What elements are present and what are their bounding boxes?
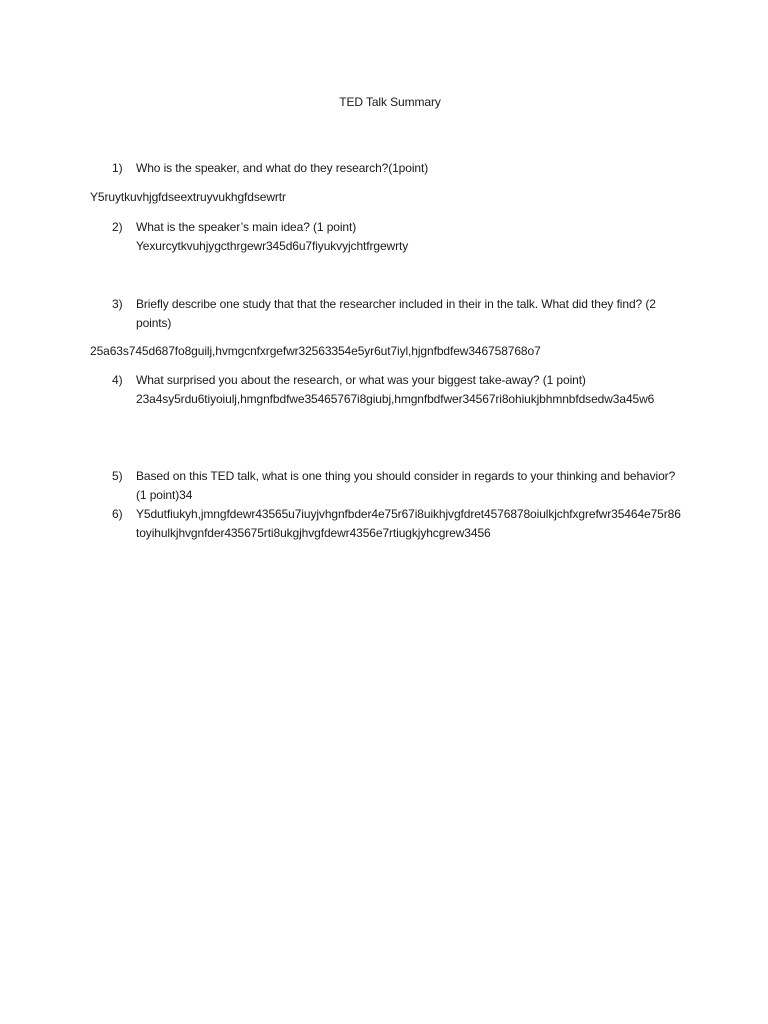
question-3 (112, 295, 692, 333)
answer-6: Y5dutfiukyh,jmngfdewr43565u7iuyjvhgnfbder4e75r67i8uikhjvgfdret4576878oiulkjchfxgrefwr35464e75r86toyihulkjhvgnfder435675rti8ukgjhvgfdewr4356e7rtiugkjyhcgrew3456 (136, 507, 681, 540)
document-title: TED Talk Summary (339, 95, 441, 109)
question-text: Who is the speaker, and what do they research?(1point) (136, 161, 429, 175)
question-number: 3) (112, 297, 123, 311)
question-number: 6) (112, 507, 123, 521)
answer-3: 25a63s745d687fo8guilj,hvmgcnfxrgefwr32563354e5yr6ut7iyl,hjgnfbdfew346758768o7 (90, 344, 541, 358)
answer-1: Y5ruytkuvhjgfdseextruyvukhgfdsewrtr (90, 190, 286, 204)
question-number: 1) (112, 161, 123, 175)
question-2 (112, 218, 692, 256)
question-text: What surprised you about the research, or what was your biggest take-away? (1 point) (136, 373, 586, 387)
question-5 (112, 467, 692, 505)
question-text: Briefly describe one study that that the researcher included in their in the talk. What did they find? (2 points) (136, 297, 656, 330)
question-text: Based on this TED talk, what is one thing you should consider in regards to your thinking and behavior? (1 point)34 (136, 469, 676, 502)
question-1 (112, 159, 692, 178)
answer-4: 23a4sy5rdu6tiyoiulj,hmgnfbdfwe35465767i8giubj,hmgnfbdfwer34567ri8ohiukjbhmnbfdsedw3a45w6 (136, 392, 655, 406)
question-text: What is the speaker’s main idea? (1 point) (136, 220, 357, 234)
question-6 (112, 505, 692, 543)
question-number: 5) (112, 469, 123, 483)
question-number: 4) (112, 373, 123, 387)
question-number: 2) (112, 220, 123, 234)
question-4 (112, 371, 692, 409)
answer-2: Yexurcytkvuhjygcthrgewr345d6u7fiyukvyjchtfrgewrty (136, 239, 409, 253)
